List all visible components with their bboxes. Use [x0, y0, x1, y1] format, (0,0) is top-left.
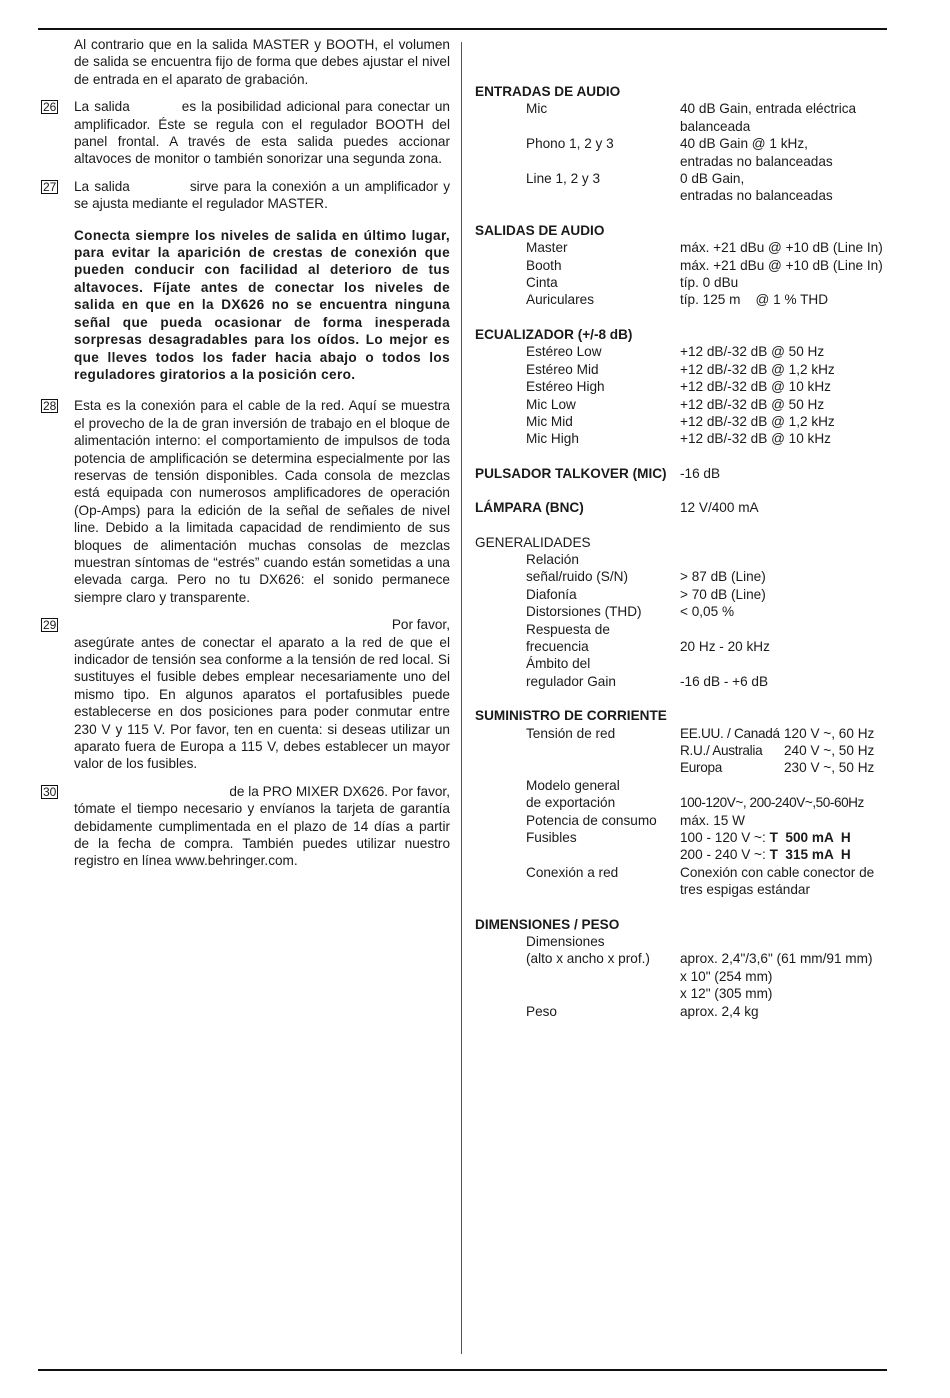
- top-rule: [38, 28, 887, 30]
- column-divider: [461, 42, 462, 1354]
- paragraph-30: 30 de la PRO MIXER DX626. Por favor, tómate el tiempo necesario y envíanos la tarjeta de garantía debidamente cumplimentada en el plazo de 14 días a partir de la fecha de compra. También puedes utilizar nuestro registro en línea www.behringer.com.: [43, 783, 450, 869]
- left-column: [38, 36, 450, 880]
- section-title: SALIDAS DE AUDIO: [475, 222, 605, 238]
- audio-inputs-section: ENTRADAS DE AUDIO Mic 40 dB Gain, entrada eléctrica balanceada Phono 1, 2 y 3 40 dB Gain @ 1 kHz, entradas no balanceadas Line 1, 2 y 3 0 dB Gain, entradas no balanceadas: [475, 83, 895, 205]
- section-title: ECUALIZADOR (+/-8 dB): [475, 326, 633, 342]
- item-number: 30: [43, 784, 57, 799]
- paragraph-26: 26 La salida es la posibilidad adicional para conectar un amplificador. Éste se regula con el regulador BOOTH del panel frontal. A través de esta salida puedes accionar altavoces de monitor o también sonorizar una segunda zona.: [43, 99, 450, 167]
- item-number: 27: [43, 179, 57, 194]
- item-number: 26: [43, 100, 57, 115]
- bottom-rule: [38, 1369, 887, 1371]
- paragraph-29: 29 Por favor, asegúrate antes de conectar el aparato a la red de que el indicador de tensión sea conforme a la tensión de red local. Si sustituyes el fusible debes emplear necesariamente uno del mismo tipo. En algunos aparatos el portafusibles puede establecerse en dos posiciones para poder conmutar entre 230 V y 115 V. Por favor, ten en cuenta: si deseas utilizar un aparato fuera de Europa a 115 V, debes establecer un mayor valor de los fusibles.: [43, 617, 450, 772]
- section-title: PULSADOR TALKOVER (MIC): [475, 465, 667, 481]
- power-supply-section: SUMINISTRO DE CORRIENTE Tensión de red EE.UU. / Canadá 120 V ~, 60 Hz R.U./ Australia 240 V ~, 50 Hz Europa 230 V ~, 50 Hz Modelo general de exportación 100-120V~, 200-240V~,50-60Hz Potencia de consumo máx. 15 W Fusibles 100 - 120 V ~: T 500 mA H 200 - 240 V ~: T 315 mA H Conexión a red Conexión con cable conector de tres espigas estándar: [475, 707, 895, 898]
- paragraph-28: 28 Esta es la conexión para el cable de la red. Aquí se muestra el provecho de la de gran inversión de trabajo en el bloque de alimentación interno: el comportamiento de impulsos de toda potencia de amplificación se determina especialmente por las reservas de tensión disponibles. Cada consola de mezclas está equipada con numerosos amplificadores de operación (Op-Amps) para la edición de la señal de señales de nivel line. Debido a la limitada capacidad de rendimiento de sus bloques de alimentación muchas consolas de mezclas muestran síntomas de “estrés” cuando están sometidas a una elevada carga. Pero no tu DX626: el sonido permanece siempre claro y transparente.: [43, 398, 450, 605]
- specs-column: [475, 83, 895, 1037]
- talkover-section: PULSADOR TALKOVER (MIC) -16 dB: [475, 465, 721, 481]
- general-section: GENERALIDADES Relación señal/ruido (S/N) > 87 dB (Line) Diafonía > 70 dB (Line) Distorsiones (THD) < 0,05 % Respuesta de frecuencia 20 Hz - 20 kHz Ámbito del regulador Gain -16 dB - +6 dB: [475, 534, 895, 691]
- section-title: LÁMPARA (BNC): [475, 500, 584, 516]
- item-number: 29: [43, 618, 57, 633]
- audio-outputs-section: SALIDAS DE AUDIO Master máx. +21 dBu @ +10 dB (Line In) Booth máx. +21 dBu @ +10 dB (Line In) Cinta típ. 0 dBu Auriculares típ. 125 m @ 1 % THD: [475, 222, 895, 309]
- dimensions-section: DIMENSIONES / PESO Dimensiones (alto x ancho x prof.) aprox. 2,4"/3,6" (61 mm/91 mm) x 10" (254 mm) x 12" (305 mm) Peso aprox. 2,4 kg: [475, 916, 895, 1020]
- equalizer-section: ECUALIZADOR (+/-8 dB) Estéreo Low +12 dB/-32 dB @ 50 Hz Estéreo Mid +12 dB/-32 dB @ 1,2 kHz Estéreo High +12 dB/-32 dB @ 10 kHz Mic Low +12 dB/-32 dB @ 50 Hz Mic Mid +12 dB/-32 dB @ 1,2 kHz Mic High +12 dB/-32 dB @ 10 kHz: [475, 326, 895, 448]
- section-title: ENTRADAS DE AUDIO: [475, 84, 621, 99]
- section-title: GENERALIDADES: [475, 534, 591, 550]
- section-title: SUMINISTRO DE CORRIENTE: [475, 708, 667, 724]
- warning-paragraph: Conecta siempre los niveles de salida en último lugar, para evitar la aparición de crestas de conexión que pueden conducir con facilidad al deterioro de tus altavoces. Fíjate antes de conectar los niveles de salida en que en la DX626 no se encuentra ninguna señal que pueda ocasionar de forma inesperada sorpresas desagradables para los oídos. Lo mejor es que lleves todos los fader hacia abajo o todos los reguladores giratorios a la posición cero.: [74, 227, 450, 382]
- intro-paragraph: Al contrario que en la salida MASTER y BOOTH, el volumen de salida se encuentra fijo de forma que debes ajustar el nivel de entrada en el aparato de grabación.: [74, 37, 450, 87]
- paragraph-27: 27 La salida sirve para la conexión a un amplificador y se ajusta mediante el regulador MASTER.: [43, 178, 450, 212]
- lamp-section: LÁMPARA (BNC) 12 V/400 mA: [475, 500, 759, 516]
- section-title: DIMENSIONES / PESO: [475, 916, 620, 932]
- item-number: 28: [43, 399, 57, 414]
